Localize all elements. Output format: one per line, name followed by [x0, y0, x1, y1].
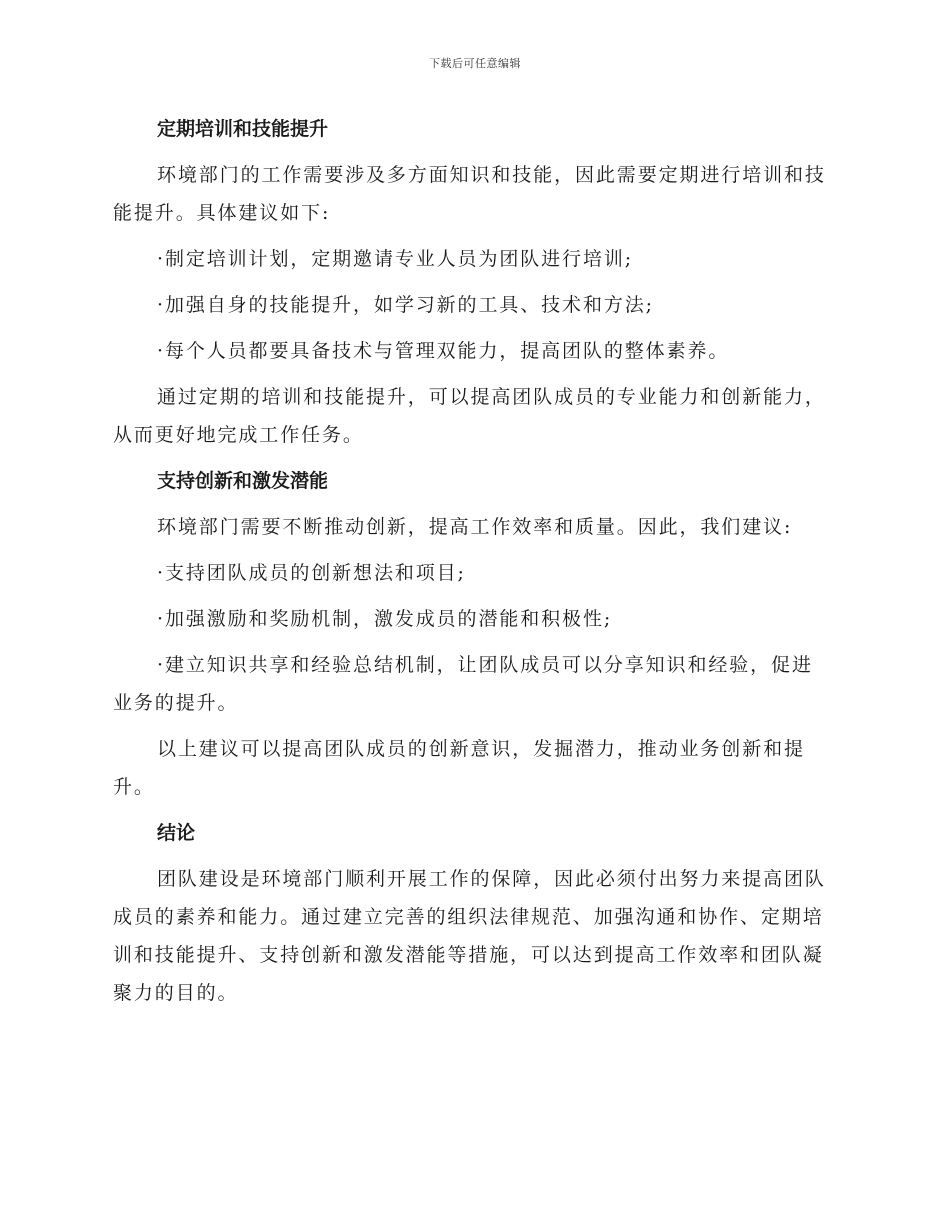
innovation-bullet-3: ·建立知识共享和经验总结机制，让团队成员可以分享知识和经验，促进业务的提升。	[113, 654, 813, 714]
section-heading-innovation: 支持创新和激发潜能	[157, 470, 329, 492]
page-header: 下载后可任意编辑	[429, 57, 521, 70]
document-body	[113, 110, 833, 1012]
section-heading-training: 定期培训和技能提升	[157, 118, 329, 140]
innovation-summary-paragraph: 以上建议可以提高团队成员的创新意识，发掘潜力，推动业务创新和提升。	[113, 738, 805, 798]
innovation-bullet-1: ·支持团队成员的创新想法和项目;	[157, 562, 466, 584]
innovation-intro-paragraph: 环境部门需要不断推动创新，提高工作效率和质量。因此，我们建议:	[157, 516, 793, 538]
section-heading-conclusion: 结论	[157, 822, 196, 844]
innovation-bullet-2: ·加强激励和奖励机制，激发成员的潜能和积极性;	[157, 608, 613, 630]
training-bullet-2: ·加强自身的技能提升，如学习新的工具、技术和方法;	[157, 294, 654, 316]
training-intro-paragraph: 环境部门的工作需要涉及多方面知识和技能，因此需要定期进行培训和技能提升。具体建议如下:	[113, 164, 826, 224]
training-bullet-1: ·制定培训计划，定期邀请专业人员为团队进行培训;	[157, 248, 634, 270]
conclusion-paragraph: 团队建设是环境部门顺利开展工作的保障，因此必须付出努力来提高团队成员的素养和能力。通过建立完善的组织法律规范、加强沟通和协作、定期培训和技能提升、支持创新和激发潜能等措施，可以达到提高工作效率和团队凝聚力的目的。	[113, 868, 826, 1004]
training-summary-paragraph: 通过定期的培训和技能提升，可以提高团队成员的专业能力和创新能力，从而更好地完成工作任务。	[113, 386, 826, 446]
training-bullet-3: ·每个人员都要具备技术与管理双能力，提高团队的整体素养。	[157, 340, 730, 362]
